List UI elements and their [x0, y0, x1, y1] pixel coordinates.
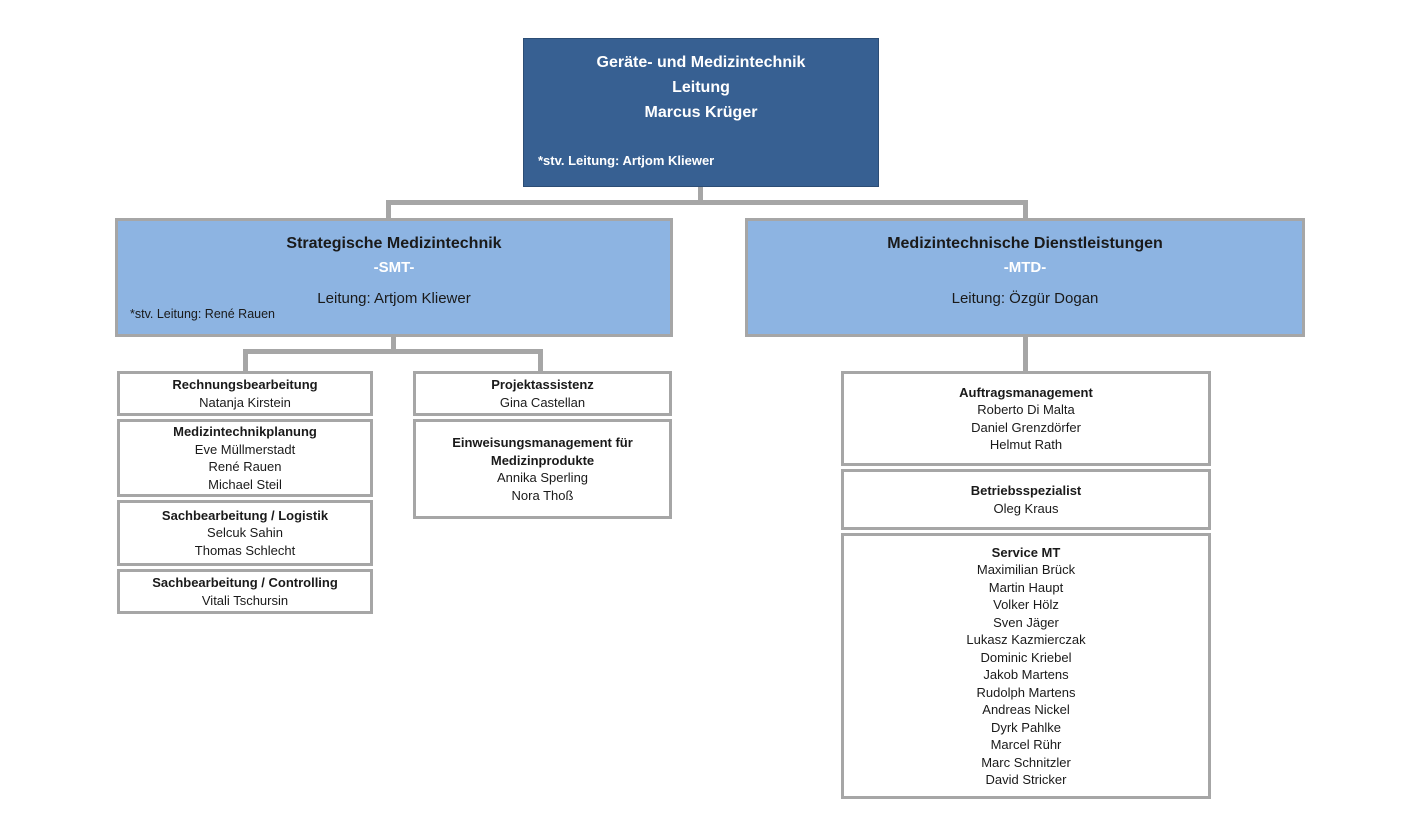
- department-box: [841, 371, 1211, 466]
- root-box: [523, 38, 879, 187]
- member-name: Martin Haupt: [988, 579, 1064, 595]
- department-box: [117, 500, 373, 566]
- member-name: Dominic Kriebel: [980, 649, 1072, 665]
- department-title: Medizintechnikplanung: [173, 424, 317, 439]
- division-box-mtd: [745, 218, 1305, 337]
- department-box: [413, 419, 672, 519]
- root-title: [524, 39, 878, 125]
- department-box: [413, 371, 672, 416]
- member-name: Gina Castellan: [499, 394, 586, 410]
- root-title-line-1: Geräte- und Medizintechnik: [596, 54, 806, 71]
- member-name: Rudolph Martens: [976, 684, 1076, 700]
- department-title: Service MT: [991, 544, 1061, 560]
- member-name: Andreas Nickel: [982, 702, 1070, 717]
- root-deputy-label: *stv. Leitung: Artjom Kliewer: [538, 153, 715, 168]
- department-box: [117, 419, 373, 497]
- member-name: Natanja Kirstein: [199, 394, 291, 410]
- member-name: Sven Jäger: [993, 614, 1059, 630]
- connector-drop-mtd: [1023, 200, 1028, 218]
- root-title-line-3: Marcus Krüger: [644, 104, 758, 121]
- division-box-smt: [115, 218, 673, 337]
- department-title: Sachbearbeitung / Controlling: [152, 575, 338, 590]
- department-title: Betriebsspezialist: [970, 483, 1082, 498]
- member-name: Thomas Schlecht: [194, 542, 296, 558]
- department-title: Projektassistenz: [491, 377, 594, 392]
- smt-column-1: [117, 371, 373, 617]
- member-name: Annika Sperling: [496, 470, 589, 485]
- department-box: [117, 371, 373, 416]
- department-title: Auftragsmanagement: [959, 384, 1093, 400]
- smt-column-2: [413, 371, 672, 522]
- connector-top-horizontal: [386, 200, 1028, 205]
- member-name: Jakob Martens: [983, 667, 1069, 682]
- division-leader: Leitung: Artjom Kliewer: [317, 290, 471, 307]
- root-title-line-2: Leitung: [672, 79, 730, 96]
- member-name: Daniel Grenzdörfer: [971, 419, 1081, 435]
- member-name: Michael Steil: [208, 476, 282, 492]
- member-name: René Rauen: [208, 459, 282, 474]
- member-name: Dyrk Pahlke: [990, 719, 1062, 735]
- connector-drop-col2: [538, 349, 543, 371]
- division-abbr: -SMT-: [373, 259, 415, 276]
- member-name: Oleg Kraus: [993, 500, 1059, 516]
- division-abbr: -MTD-: [1003, 259, 1047, 276]
- member-name: Vitali Tschursin: [201, 592, 289, 608]
- member-name: Helmut Rath: [989, 437, 1063, 452]
- department-title: Sachbearbeitung / Logistik: [161, 507, 329, 523]
- department-box: [841, 469, 1211, 530]
- member-name: Volker Hölz: [993, 597, 1059, 612]
- connector-drop-col1: [243, 349, 248, 371]
- division-leader: Leitung: Özgür Dogan: [951, 290, 1099, 307]
- member-name: Roberto Di Malta: [977, 402, 1075, 417]
- member-name: Marc Schnitzler: [981, 754, 1071, 770]
- department-box: [117, 569, 373, 614]
- member-name: Maximilian Brück: [976, 562, 1076, 577]
- member-name: David Stricker: [985, 772, 1067, 787]
- mtd-column: [841, 371, 1211, 802]
- division-title: Strategische Medizintechnik: [286, 235, 502, 252]
- department-title: Rechnungsbearbeitung: [172, 377, 318, 392]
- connector-smt-horizontal: [243, 349, 543, 354]
- division-title: Medizintechnische Dienstleistungen: [887, 235, 1163, 252]
- department-title: Einweisungsmanagement für Medizinprodukte: [452, 435, 633, 468]
- connector-drop-smt: [386, 200, 391, 218]
- member-name: Eve Müllmerstadt: [194, 441, 296, 457]
- department-box: [841, 533, 1211, 799]
- member-name: Nora Thoß: [511, 487, 574, 503]
- division-deputy: *stv. Leitung: René Rauen: [130, 307, 276, 321]
- member-name: Lukasz Kazmierczak: [966, 632, 1086, 647]
- connector-mtd-stub: [1023, 337, 1028, 371]
- member-name: Marcel Rühr: [990, 737, 1062, 752]
- member-name: Selcuk Sahin: [207, 525, 283, 541]
